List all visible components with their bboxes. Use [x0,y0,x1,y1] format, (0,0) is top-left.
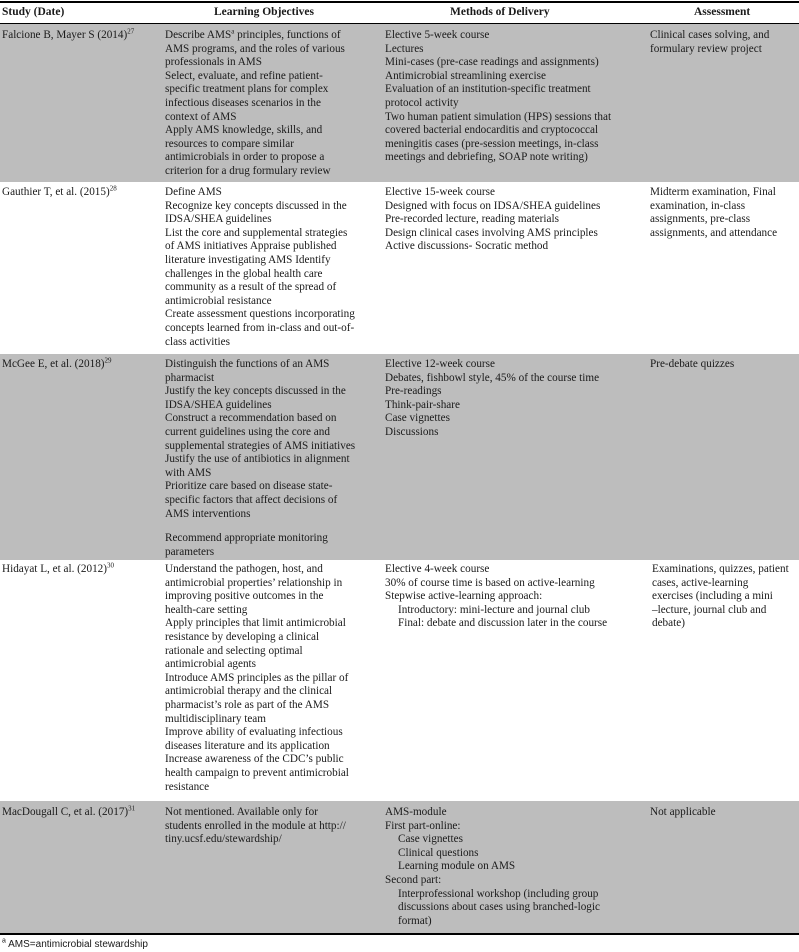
row-5-assessment: Not applicable [650,806,716,818]
text-line: Improve ability of evaluating infectious [165,726,343,739]
text-line: Prioritize care based on disease state- [165,480,333,493]
text-line: specific treatment plans for complex [165,83,329,96]
text-line: Antimicrobial streamlining exercise [385,69,546,82]
row-5-methods [385,806,645,928]
row-3-objectives [165,358,387,521]
text-line: Second part: [385,873,442,886]
text-line: Recognize key concepts discussed in the [165,199,347,212]
text-line: health-care setting [165,603,248,616]
text-line: Define AMS [165,186,222,198]
row-4-assessment: Examinations, quizzes, patient cases, active-learning exercises (including a mini –lecture, journal club and debate) [652,563,789,630]
text-line: Distinguish the functions of an AMS [165,358,330,370]
text-line: antimicrobial therapy and the clinical [165,685,333,698]
text-line: Active discussions- Socratic method [385,240,549,253]
text-line: Mini-cases (pre-case readings and assignments) [385,56,599,69]
header-study: Study (Date) [2,6,65,18]
text-line: community as a result of the spread of [165,281,337,294]
text-line: students enrolled in the module at http:// [165,819,346,832]
text-line: infectious diseases scenarios in the [165,96,321,109]
row-5-objectives [165,806,387,847]
text-line: 30% of course time is based on active-learning [385,576,595,589]
row-3-objectives-extra: Recommend appropriate monitoring parameters [165,532,328,558]
text-line: Apply AMS knowledge, skills, and [165,124,323,137]
text-line: antimicrobials in order to propose a [165,151,325,164]
text-line: tiny.ucsf.edu/stewardship/ [165,833,282,846]
text-line: Elective 4-week course [385,563,490,575]
text-line: antimicrobial resistance [165,294,272,307]
text-line: resources to compare similar [165,137,294,150]
row-1-objectives [165,29,387,179]
row-5-study: MacDougall C, et al. $(2017)^{31}$ [2,804,136,818]
text-line: Pre-readings [385,385,442,398]
text-line: Elective 5-week course [385,29,490,41]
row-2-study: Gauthier T, et al. $(2015)^{28}$ [2,184,117,198]
text-line: Designed with focus on IDSA/SHEA guidelines [385,199,601,212]
row-2-objectives [165,186,387,349]
text-line: Evaluation of an institution-specific treatment [385,83,591,96]
row-4-study: Hidayat L, et al. $(2012)^{30}$ [2,561,115,575]
text-line: supplemental strategies of AMS initiatives [165,439,356,452]
text-line: challenges in the global health care [165,267,323,280]
row-2-assessment: Midterm examination, Final examination, in-class assignments, pre-class assignments, and attendance [650,186,778,239]
text-line: Clinical questions [398,846,479,859]
text-line [165,29,387,43]
text-line: professionals in AMS [165,56,262,69]
text-line: health campaign to prevent antimicrobial [165,766,349,779]
text-line: Pre-recorded lecture, reading materials [385,213,559,226]
text-line: Elective 12-week course [385,358,495,370]
text-line: covered bacterial endocarditis and cryptococcal [385,124,599,137]
text-line: First part-online: [385,819,461,832]
text-line: of AMS initiatives Appraise published [165,240,337,253]
row-4-methods [385,563,645,631]
text-line: Think-pair-share [385,398,460,411]
row-1-assessment: Clinical cases solving, and formulary review project [650,29,770,55]
top-rule [0,1,799,3]
text-line: Not mentioned. Available only for [165,806,318,818]
text-line: discussions about cases using branched-logic [398,901,600,914]
row-4-objectives [165,563,387,794]
text-line: Case vignettes [385,412,450,425]
text-line: Interprofessional workshop (including group [398,887,599,900]
text-line: multidisciplinary team [165,712,266,725]
text-line: antimicrobial agents [165,658,257,671]
text-line: Final: debate and discussion later in the course [398,617,608,630]
text-line: Introduce AMS principles as the pillar of [165,671,349,684]
text-fragment: principles, functions of [234,29,341,41]
text-line: meetings and debriefing, SOAP note writing) [385,151,588,164]
text-line: class activities [165,335,230,348]
bottom-rule [0,933,799,935]
text-line: Introductory: mini-lecture and journal club [398,603,590,616]
footnote: $^a$ AMS=antimicrobial stewardship [2,937,148,950]
text-line: resistance by developing a clinical [165,630,320,643]
text-line: criterion for a drug formulary review [165,164,331,177]
text-line: Design clinical cases involving AMS principles [385,226,598,239]
text-line: literature investigating AMS Identify [165,253,331,266]
footnote-marker: a [231,27,235,36]
text-line: with AMS [165,466,212,479]
text-line: Lectures [385,42,424,55]
header-objectives: Learning Objectives [214,6,314,18]
text-line: rationale and selecting optimal [165,644,303,657]
text-line: format) [398,914,432,927]
text-line: Debates, fishbowl style, 45% of the course time [385,371,600,384]
text-line: improving positive outcomes in the [165,590,324,603]
text-line: Discussions [385,425,439,438]
text-fragment: Describe AMS [165,29,232,41]
text-line: pharmacist [165,371,215,384]
text-line: AMS programs, and the roles of various [165,42,345,55]
text-line: Learning module on AMS [398,860,516,873]
text-line: Case vignettes [398,833,463,846]
row-3-assessment: Pre-debate quizzes [650,358,735,370]
text-line: Create assessment questions incorporating [165,308,355,321]
row-1-study: Falcione B, Mayer S $(2014)^{27}$ [2,27,135,41]
text-line: Justify the key concepts discussed in the [165,385,346,398]
text-line: Two human patient simulation (HPS) sessions that [385,110,612,123]
text-line: Increase awareness of the CDC’s public [165,753,344,766]
header-assessment: Assessment [694,6,751,18]
text-line: protocol activity [385,96,459,109]
text-line: Justify the use of antibiotics in alignment [165,453,350,466]
text-line: Select, evaluate, and refine patient- [165,69,323,82]
text-line: context of AMS [165,110,237,123]
text-line: pharmacist’s role as part of the AMS [165,698,330,711]
row-3-study: McGee E, et al. $(2018)^{29}$ [2,356,112,370]
text-line: current guidelines using the core and [165,425,330,438]
text-line: antimicrobial properties’ relationship in [165,576,343,589]
text-line: Construct a recommendation based on [165,412,337,425]
text-line: AMS interventions [165,507,251,520]
text-line: IDSA/SHEA guidelines [165,213,272,226]
text-line: AMS-module [385,806,447,818]
text-line: specific factors that affect decisions of [165,493,338,506]
text-line: Apply principles that limit antimicrobial [165,617,346,630]
text-line: Understand the pathogen, host, and [165,563,323,575]
header-methods: Methods of Delivery [450,6,550,18]
row-2-methods [385,186,645,254]
row-3-methods [385,358,645,440]
text-line: resistance [165,780,210,793]
text-line: IDSA/SHEA guidelines [165,398,272,411]
text-line: concepts learned from in-class and out-of- [165,321,355,334]
text-line: meningitis cases (pre-session meetings, in-class [385,137,599,150]
text-line: List the core and supplemental strategies [165,226,348,239]
text-line: diseases literature and its application [165,739,330,752]
text-line: Elective 15-week course [385,186,495,198]
row-1-methods [385,29,645,165]
text-line: Stepwise active-learning approach: [385,590,543,603]
header-rule [0,23,799,24]
